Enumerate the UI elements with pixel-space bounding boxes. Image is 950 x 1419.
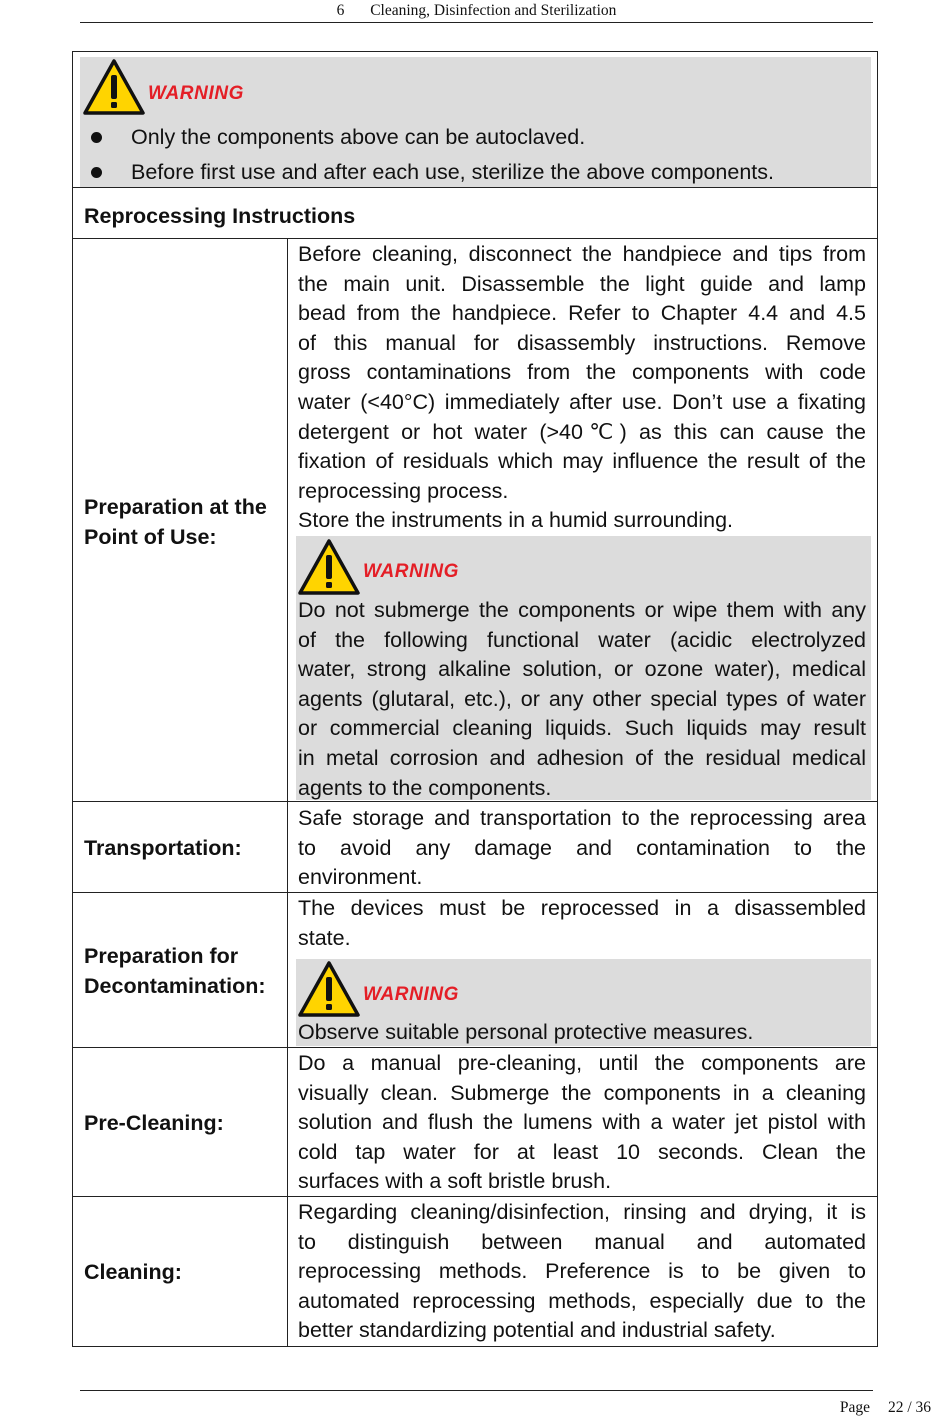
text-line: or commercial cleaning liquids. Such liquids may result [298,716,866,741]
text-line: to avoid any damage and contamination to the [298,835,866,860]
text-line: environment. [298,865,423,890]
warning-label: WARNING [148,83,245,104]
warning-triangle-icon [298,961,360,1017]
table-rule [72,238,878,239]
text-line: of this manual for disassembly instructions. Remove [298,330,866,355]
decontamination-warning-text [298,1018,866,1048]
text-line: cold tap water for at least 10 seconds. Clean the [298,1139,866,1164]
text-line: Regarding cleaning/disinfection, rinsing and drying, it is [298,1200,866,1224]
warning-label: WARNING [363,561,460,582]
column-divider [287,238,288,1346]
warning-label: WARNING [363,984,460,1005]
decontamination-text [298,894,866,953]
label-line: Preparation for [84,944,239,968]
top-warning-box [80,57,871,187]
text-line: agents (glutaral, etc.), or any other special types of water [298,686,866,711]
footer-rule [80,1390,873,1391]
page-label: Page [839,1399,871,1416]
text-line: water (<40°C) immediately after use. Don’t use a fixating [298,389,866,414]
text-line: The devices must be reprocessed in a disassembled [298,896,866,920]
text-line: in metal corrosion and adhesion of the residual medical [298,745,866,770]
preparation-warning-text [298,596,866,803]
text-line: agents to the components. [298,775,552,800]
pre-cleaning-text [298,1049,866,1197]
text-line: bead from the handpiece. Refer to Chapter 4.4 and 4.5 [298,301,866,326]
text-line: fixation of residuals which may influence the result of the [298,449,866,474]
text-line: reprocessing process. [298,478,509,503]
text-line: solution and flush the lumens with a water jet pistol with [298,1110,866,1135]
warning-triangle-icon [83,59,145,115]
bullet-text: Before first use and after each use, sterilize the above components. [131,160,774,184]
section-title: Reprocessing Instructions [84,204,356,228]
text-line: Store the instruments in a humid surrounding. [298,508,734,533]
page-value: 22 / 36 [887,1399,931,1416]
text-line: Observe suitable personal protective measures. [298,1020,754,1044]
row-label-pre-cleaning: Pre-Cleaning: [84,1111,224,1135]
text-line: reprocessing methods. Preference is to be given to [298,1259,866,1284]
cleaning-text [298,1198,866,1346]
label-line: Point of Use: [84,525,217,549]
text-line: Before cleaning, disconnect the handpiece and tips from [298,242,866,266]
text-line: state. [298,925,351,950]
row-label-cleaning: Cleaning: [84,1260,182,1284]
text-line: automated reprocessing methods, especially due to the [298,1288,866,1313]
chapter-number: 6 [336,2,345,19]
row-label-preparation [84,492,284,552]
text-line: detergent or hot water (>40℃) as this can cause the [298,419,866,444]
warning-triangle-icon [298,539,360,595]
bullet-text: Only the components above can be autoclaved. [131,125,586,149]
text-line: better standardizing potential and industrial safety. [298,1318,776,1343]
label-line: Decontamination: [84,974,266,998]
transportation-text [298,804,866,893]
running-header [80,0,873,23]
text-line: the main unit. Disassemble the light guide and lamp [298,271,866,296]
bullet-icon [91,167,102,178]
text-line: gross contaminations from the components with code [298,360,866,385]
text-line: visually clean. Submerge the components in a cleaning [298,1080,866,1105]
table-rule [72,187,878,188]
text-line: Do not submerge the components or wipe them with any [298,598,866,622]
page-number [840,1399,931,1417]
text-line: to distinguish between manual and automated [298,1229,866,1254]
text-line: Safe storage and transportation to the reprocessing area [298,806,866,830]
label-line: Preparation at the [84,495,267,519]
text-line: of the following functional water (acidic electrolyzed [298,627,866,652]
chapter-title: Cleaning, Disinfection and Sterilization [370,2,617,19]
bullet-icon [91,132,102,143]
text-line: surfaces with a soft bristle brush. [298,1169,612,1194]
row-label-decontamination [84,941,284,1001]
preparation-text [298,240,866,536]
text-line: water, strong alkaline solution, or ozone water), medical [298,657,866,682]
row-label-transportation: Transportation: [84,836,242,860]
text-line: Do a manual pre-cleaning, until the components are [298,1051,866,1075]
